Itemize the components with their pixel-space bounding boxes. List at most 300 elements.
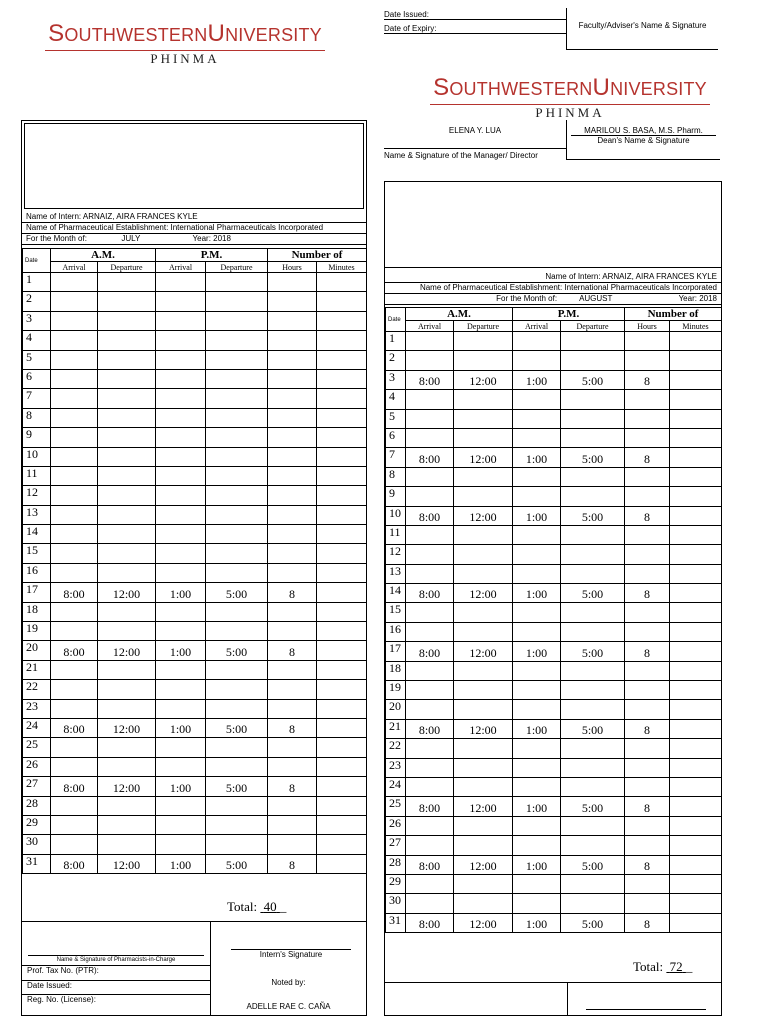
right-cell-minutes: [670, 894, 722, 913]
right-cell-hours: [625, 758, 670, 777]
right-table-row: [386, 855, 722, 874]
left-table-row: [23, 777, 367, 796]
right-cell-am-arrival: [406, 622, 454, 641]
left-cell-pm-departure: 5:00: [206, 854, 268, 873]
right-cell-day: 20: [386, 700, 406, 719]
left-cell-pm-arrival: [156, 602, 206, 621]
left-dtr-sheet: [21, 120, 367, 1016]
right-cell-am-arrival: [406, 545, 454, 564]
right-table-row: [386, 913, 722, 932]
right-cell-minutes: [670, 584, 722, 603]
right-cell-pm-arrival: [513, 874, 561, 893]
right-cell-pm-departure: 5:00: [561, 448, 625, 467]
left-cell-minutes: [317, 622, 367, 641]
right-table-row: [386, 816, 722, 835]
left-cell-day: 7: [23, 389, 51, 408]
right-photo-box: [385, 182, 721, 268]
left-cell-pm-departure: [206, 544, 268, 563]
right-cell-am-arrival: [406, 894, 454, 913]
left-cell-minutes: [317, 331, 367, 350]
left-table-row: [23, 583, 367, 602]
left-table-row: [23, 505, 367, 524]
right-table-row: [386, 622, 722, 641]
right-cell-hours: [625, 739, 670, 758]
right-month-row: For the Month of: AUGUST Year: 2018: [385, 294, 721, 305]
left-cell-pm-arrival: 1:00: [156, 854, 206, 873]
left-cell-pm-departure: [206, 602, 268, 621]
right-cell-pm-departure: 5:00: [561, 719, 625, 738]
right-cell-day: 22: [386, 739, 406, 758]
left-attendance-table: [22, 248, 367, 874]
left-pharmacist-block: [22, 922, 211, 1016]
right-cell-hours: [625, 351, 670, 370]
right-total-value: 72: [669, 959, 683, 974]
right-cell-pm-arrival: 1:00: [513, 719, 561, 738]
left-cell-am-departure: 12:00: [98, 718, 156, 737]
left-cell-am-arrival: [51, 525, 98, 544]
right-info-block: [385, 272, 721, 305]
left-intern-sig: Intern's Signature: [231, 949, 351, 959]
left-cell-hours: [268, 525, 317, 544]
left-cell-pm-arrival: [156, 563, 206, 582]
right-cell-pm-departure: [561, 661, 625, 680]
right-cell-am-departure: [454, 467, 513, 486]
left-table-row: [23, 486, 367, 505]
right-cell-am-arrival: [406, 836, 454, 855]
right-cell-pm-arrival: 1:00: [513, 642, 561, 661]
left-cell-am-arrival: [51, 738, 98, 757]
left-cell-am-departure: [98, 311, 156, 330]
left-cell-day: 12: [23, 486, 51, 505]
right-cell-pm-departure: [561, 332, 625, 351]
left-cell-hours: [268, 544, 317, 563]
left-cell-am-departure: [98, 738, 156, 757]
left-cell-am-departure: [98, 835, 156, 854]
right-cell-am-departure: [454, 777, 513, 796]
left-cell-am-departure: 12:00: [98, 583, 156, 602]
left-cell-minutes: [317, 466, 367, 485]
right-cell-pm-departure: [561, 816, 625, 835]
left-cell-pm-arrival: [156, 680, 206, 699]
right-cell-pm-arrival: 1:00: [513, 370, 561, 389]
left-cell-am-arrival: [51, 699, 98, 718]
right-cell-hours: [625, 564, 670, 583]
right-cell-am-arrival: 8:00: [406, 370, 454, 389]
left-cell-hours: [268, 408, 317, 427]
left-cell-am-departure: [98, 815, 156, 834]
left-cell-am-arrival: [51, 563, 98, 582]
left-cell-day: 15: [23, 544, 51, 563]
right-cell-am-arrival: [406, 467, 454, 486]
left-cell-am-arrival: [51, 486, 98, 505]
left-table-row: [23, 428, 367, 447]
right-cell-am-arrival: [406, 603, 454, 622]
left-cell-am-arrival: [51, 273, 98, 292]
left-cell-hours: [268, 602, 317, 621]
right-cell-day: 13: [386, 564, 406, 583]
left-cell-pm-departure: [206, 699, 268, 718]
left-cell-hours: 8: [268, 583, 317, 602]
left-cell-day: 23: [23, 699, 51, 718]
right-cell-pm-arrival: [513, 545, 561, 564]
right-cell-pm-departure: 5:00: [561, 642, 625, 661]
right-cell-hours: [625, 467, 670, 486]
left-cell-am-arrival: 8:00: [51, 718, 98, 737]
right-cell-am-departure: 12:00: [454, 506, 513, 525]
right-cell-pm-departure: 5:00: [561, 913, 625, 932]
left-cell-pm-arrival: [156, 544, 206, 563]
left-cell-pm-departure: [206, 447, 268, 466]
right-cell-day: 6: [386, 428, 406, 447]
left-cell-am-arrival: [51, 757, 98, 776]
right-cell-minutes: [670, 390, 722, 409]
right-cell-minutes: [670, 506, 722, 525]
left-cell-pm-arrival: 1:00: [156, 641, 206, 660]
left-cell-pm-departure: [206, 815, 268, 834]
right-cell-day: 11: [386, 525, 406, 544]
left-cell-pm-departure: [206, 292, 268, 311]
right-cell-minutes: [670, 467, 722, 486]
right-am-arrival: Arrival: [406, 321, 454, 332]
left-cell-am-arrival: [51, 680, 98, 699]
left-cell-minutes: [317, 563, 367, 582]
right-cell-day: 12: [386, 545, 406, 564]
left-minutes: Minutes: [317, 262, 367, 273]
left-cell-am-arrival: 8:00: [51, 854, 98, 873]
left-table-row: [23, 738, 367, 757]
left-cell-day: 3: [23, 311, 51, 330]
right-cell-pm-arrival: [513, 816, 561, 835]
right-cell-day: 29: [386, 874, 406, 893]
left-cell-hours: [268, 815, 317, 834]
right-pm-arrival: Arrival: [513, 321, 561, 332]
left-cell-pm-departure: [206, 466, 268, 485]
left-cell-day: 27: [23, 777, 51, 796]
right-cell-pm-departure: 5:00: [561, 506, 625, 525]
right-cell-minutes: [670, 487, 722, 506]
left-cell-day: 5: [23, 350, 51, 369]
right-cell-pm-departure: [561, 564, 625, 583]
left-cell-minutes: [317, 718, 367, 737]
left-am-departure: Departure: [98, 262, 156, 273]
left-cell-hours: [268, 486, 317, 505]
left-table-row: [23, 815, 367, 834]
left-table-row: [23, 854, 367, 873]
date-issued-field: Date Issued:: [384, 10, 566, 20]
right-logo-subtitle: PHINMA: [535, 105, 605, 120]
left-info-block: [22, 212, 366, 245]
left-table-row: [23, 292, 367, 311]
left-cell-hours: [268, 835, 317, 854]
left-cell-pm-departure: [206, 408, 268, 427]
left-total: Total: 40 _: [227, 899, 287, 914]
left-cell-hours: [268, 292, 317, 311]
left-cell-pm-arrival: [156, 350, 206, 369]
right-attendance-table: [385, 307, 722, 933]
right-cell-am-departure: [454, 661, 513, 680]
right-table-row: [386, 351, 722, 370]
right-cell-hours: 8: [625, 584, 670, 603]
right-cell-day: 21: [386, 719, 406, 738]
left-table-row: [23, 796, 367, 815]
left-photo-box: [24, 123, 364, 209]
left-cell-am-arrival: [51, 292, 98, 311]
left-cell-am-departure: [98, 466, 156, 485]
right-cell-am-arrival: [406, 661, 454, 680]
right-cell-pm-arrival: 1:00: [513, 584, 561, 603]
right-cell-day: 17: [386, 642, 406, 661]
right-cell-hours: [625, 816, 670, 835]
right-cell-pm-arrival: [513, 700, 561, 719]
left-cell-hours: [268, 389, 317, 408]
right-table-row: [386, 525, 722, 544]
left-cell-day: 4: [23, 331, 51, 350]
right-cell-hours: [625, 777, 670, 796]
right-cell-day: 23: [386, 758, 406, 777]
right-table-row: [386, 894, 722, 913]
left-cell-am-departure: [98, 447, 156, 466]
right-cell-pm-departure: [561, 525, 625, 544]
right-cell-day: 7: [386, 448, 406, 467]
left-cell-am-arrival: [51, 660, 98, 679]
right-table-row: [386, 370, 722, 389]
right-cell-minutes: [670, 855, 722, 874]
left-cell-am-departure: [98, 486, 156, 505]
right-cell-pm-arrival: [513, 332, 561, 351]
left-cell-am-departure: 12:00: [98, 854, 156, 873]
right-cell-pm-departure: [561, 777, 625, 796]
right-cell-am-departure: [454, 351, 513, 370]
right-cell-pm-arrival: [513, 758, 561, 777]
right-cell-am-departure: [454, 409, 513, 428]
left-cell-pm-departure: [206, 757, 268, 776]
right-table-row: [386, 681, 722, 700]
right-cell-pm-arrival: [513, 777, 561, 796]
left-cell-am-arrival: [51, 796, 98, 815]
right-cell-am-departure: 12:00: [454, 719, 513, 738]
right-pm-departure: Departure: [561, 321, 625, 332]
left-cell-am-departure: 12:00: [98, 641, 156, 660]
right-cell-day: 8: [386, 467, 406, 486]
left-cell-am-departure: [98, 428, 156, 447]
right-cell-pm-arrival: [513, 564, 561, 583]
right-cell-am-arrival: 8:00: [406, 855, 454, 874]
left-cell-pm-departure: [206, 796, 268, 815]
right-cell-day: 27: [386, 836, 406, 855]
left-cell-day: 30: [23, 835, 51, 854]
left-table-row: [23, 389, 367, 408]
right-cell-pm-arrival: [513, 351, 561, 370]
left-cell-minutes: [317, 369, 367, 388]
left-cell-am-departure: 12:00: [98, 777, 156, 796]
right-cell-minutes: [670, 661, 722, 680]
left-cell-hours: 8: [268, 718, 317, 737]
right-intern-name: Name of Intern: ARNAIZ, AIRA FRANCES KYLE: [385, 272, 721, 283]
right-cell-hours: [625, 332, 670, 351]
left-cell-hours: [268, 563, 317, 582]
left-table-row: [23, 525, 367, 544]
left-cell-am-departure: [98, 389, 156, 408]
right-cell-am-departure: [454, 428, 513, 447]
right-cell-pm-departure: [561, 874, 625, 893]
right-cell-minutes: [670, 564, 722, 583]
right-table-row: [386, 836, 722, 855]
left-total-value: 40: [263, 899, 277, 914]
left-cell-am-arrival: [51, 835, 98, 854]
right-cell-pm-departure: [561, 390, 625, 409]
left-cell-pm-departure: [206, 350, 268, 369]
left-cell-minutes: [317, 796, 367, 815]
right-cell-am-departure: [454, 622, 513, 641]
right-cell-day: 18: [386, 661, 406, 680]
right-cell-minutes: [670, 409, 722, 428]
right-minutes: Minutes: [670, 321, 722, 332]
left-cell-pm-arrival: 1:00: [156, 583, 206, 602]
right-cell-hours: 8: [625, 797, 670, 816]
right-cell-pm-arrival: [513, 428, 561, 447]
left-cell-pm-arrival: [156, 486, 206, 505]
right-cell-pm-arrival: 1:00: [513, 855, 561, 874]
left-cell-hours: [268, 622, 317, 641]
left-cell-minutes: [317, 525, 367, 544]
right-table-row: [386, 487, 722, 506]
right-cell-am-arrival: 8:00: [406, 797, 454, 816]
right-university-name: SOUTHWESTERNUNIVERSITY: [433, 74, 707, 101]
left-cell-pm-departure: [206, 273, 268, 292]
right-table-row: [386, 506, 722, 525]
right-cell-am-departure: [454, 487, 513, 506]
right-cell-day: 28: [386, 855, 406, 874]
right-cell-day: 5: [386, 409, 406, 428]
left-cell-day: 8: [23, 408, 51, 427]
right-table-row: [386, 700, 722, 719]
left-cell-hours: [268, 350, 317, 369]
left-cell-day: 31: [23, 854, 51, 873]
left-cell-pm-departure: [206, 738, 268, 757]
left-cell-am-arrival: [51, 447, 98, 466]
left-cell-day: 24: [23, 718, 51, 737]
left-cell-pm-departure: [206, 563, 268, 582]
left-cell-am-arrival: [51, 602, 98, 621]
right-cell-am-arrival: [406, 700, 454, 719]
left-table-row: [23, 718, 367, 737]
left-table-row: [23, 622, 367, 641]
right-cell-minutes: [670, 836, 722, 855]
right-cell-am-departure: 12:00: [454, 584, 513, 603]
left-table-row: [23, 641, 367, 660]
left-number-header: Number of: [268, 249, 367, 262]
right-table-row: [386, 758, 722, 777]
right-cell-hours: [625, 622, 670, 641]
right-table-row: [386, 545, 722, 564]
left-cell-minutes: [317, 311, 367, 330]
right-table-row: [386, 777, 722, 796]
left-cell-pm-departure: [206, 331, 268, 350]
right-cell-am-arrival: [406, 681, 454, 700]
left-cell-pm-arrival: [156, 660, 206, 679]
left-cell-day: 10: [23, 447, 51, 466]
right-cell-am-departure: [454, 836, 513, 855]
left-ptr: Prof. Tax No. (PTR):: [22, 965, 211, 975]
left-cell-hours: [268, 757, 317, 776]
right-cell-am-departure: [454, 758, 513, 777]
right-cell-hours: [625, 700, 670, 719]
right-table-row: [386, 584, 722, 603]
left-table-row: [23, 544, 367, 563]
left-cell-pm-arrival: [156, 292, 206, 311]
left-cell-pm-departure: [206, 505, 268, 524]
right-table-row: [386, 332, 722, 351]
left-cell-am-departure: [98, 660, 156, 679]
right-cell-day: 16: [386, 622, 406, 641]
left-cell-day: 21: [23, 660, 51, 679]
right-cell-pm-arrival: [513, 409, 561, 428]
right-cell-day: 10: [386, 506, 406, 525]
right-hours: Hours: [625, 321, 670, 332]
left-cell-am-arrival: [51, 622, 98, 641]
right-cell-am-arrival: [406, 351, 454, 370]
left-pharmacist-caption: Name & Signature of Pharmacists-in-Charge: [28, 955, 204, 963]
left-am-arrival: Arrival: [51, 262, 98, 273]
right-cell-minutes: [670, 448, 722, 467]
left-cell-day: 28: [23, 796, 51, 815]
left-table-row: [23, 466, 367, 485]
faculty-sig-box: [566, 8, 718, 50]
right-cell-minutes: [670, 681, 722, 700]
right-cell-pm-arrival: [513, 739, 561, 758]
right-cell-minutes: [670, 816, 722, 835]
left-cell-pm-departure: [206, 525, 268, 544]
right-cell-am-arrival: [406, 409, 454, 428]
right-cell-am-departure: [454, 390, 513, 409]
right-cell-am-departure: [454, 564, 513, 583]
left-cell-minutes: [317, 428, 367, 447]
right-cell-hours: [625, 428, 670, 447]
left-cell-minutes: [317, 583, 367, 602]
left-table-row: [23, 408, 367, 427]
right-cell-am-arrival: 8:00: [406, 719, 454, 738]
left-cell-am-departure: [98, 408, 156, 427]
left-cell-hours: [268, 369, 317, 388]
right-cell-pm-arrival: [513, 525, 561, 544]
left-month-row: For the Month of: JULY Year: 2018: [22, 234, 366, 245]
left-cell-am-arrival: [51, 466, 98, 485]
left-am-header: A.M.: [51, 249, 156, 262]
right-cell-am-arrival: [406, 390, 454, 409]
left-pm-arrival: Arrival: [156, 262, 206, 273]
left-cell-am-departure: [98, 273, 156, 292]
left-table-row: [23, 835, 367, 854]
right-cell-pm-departure: [561, 894, 625, 913]
left-cell-minutes: [317, 292, 367, 311]
left-cell-pm-arrival: 1:00: [156, 718, 206, 737]
left-cell-minutes: [317, 544, 367, 563]
left-cell-pm-departure: [206, 622, 268, 641]
right-cell-am-departure: [454, 603, 513, 622]
left-cell-minutes: [317, 389, 367, 408]
right-cell-pm-departure: [561, 700, 625, 719]
right-cell-hours: [625, 545, 670, 564]
right-cell-minutes: [670, 719, 722, 738]
left-cell-hours: [268, 660, 317, 679]
right-cell-am-departure: [454, 874, 513, 893]
right-cell-minutes: [670, 428, 722, 447]
right-cell-am-arrival: [406, 874, 454, 893]
left-cell-am-arrival: 8:00: [51, 777, 98, 796]
right-cell-minutes: [670, 525, 722, 544]
left-cell-pm-arrival: [156, 273, 206, 292]
right-table-row: [386, 797, 722, 816]
